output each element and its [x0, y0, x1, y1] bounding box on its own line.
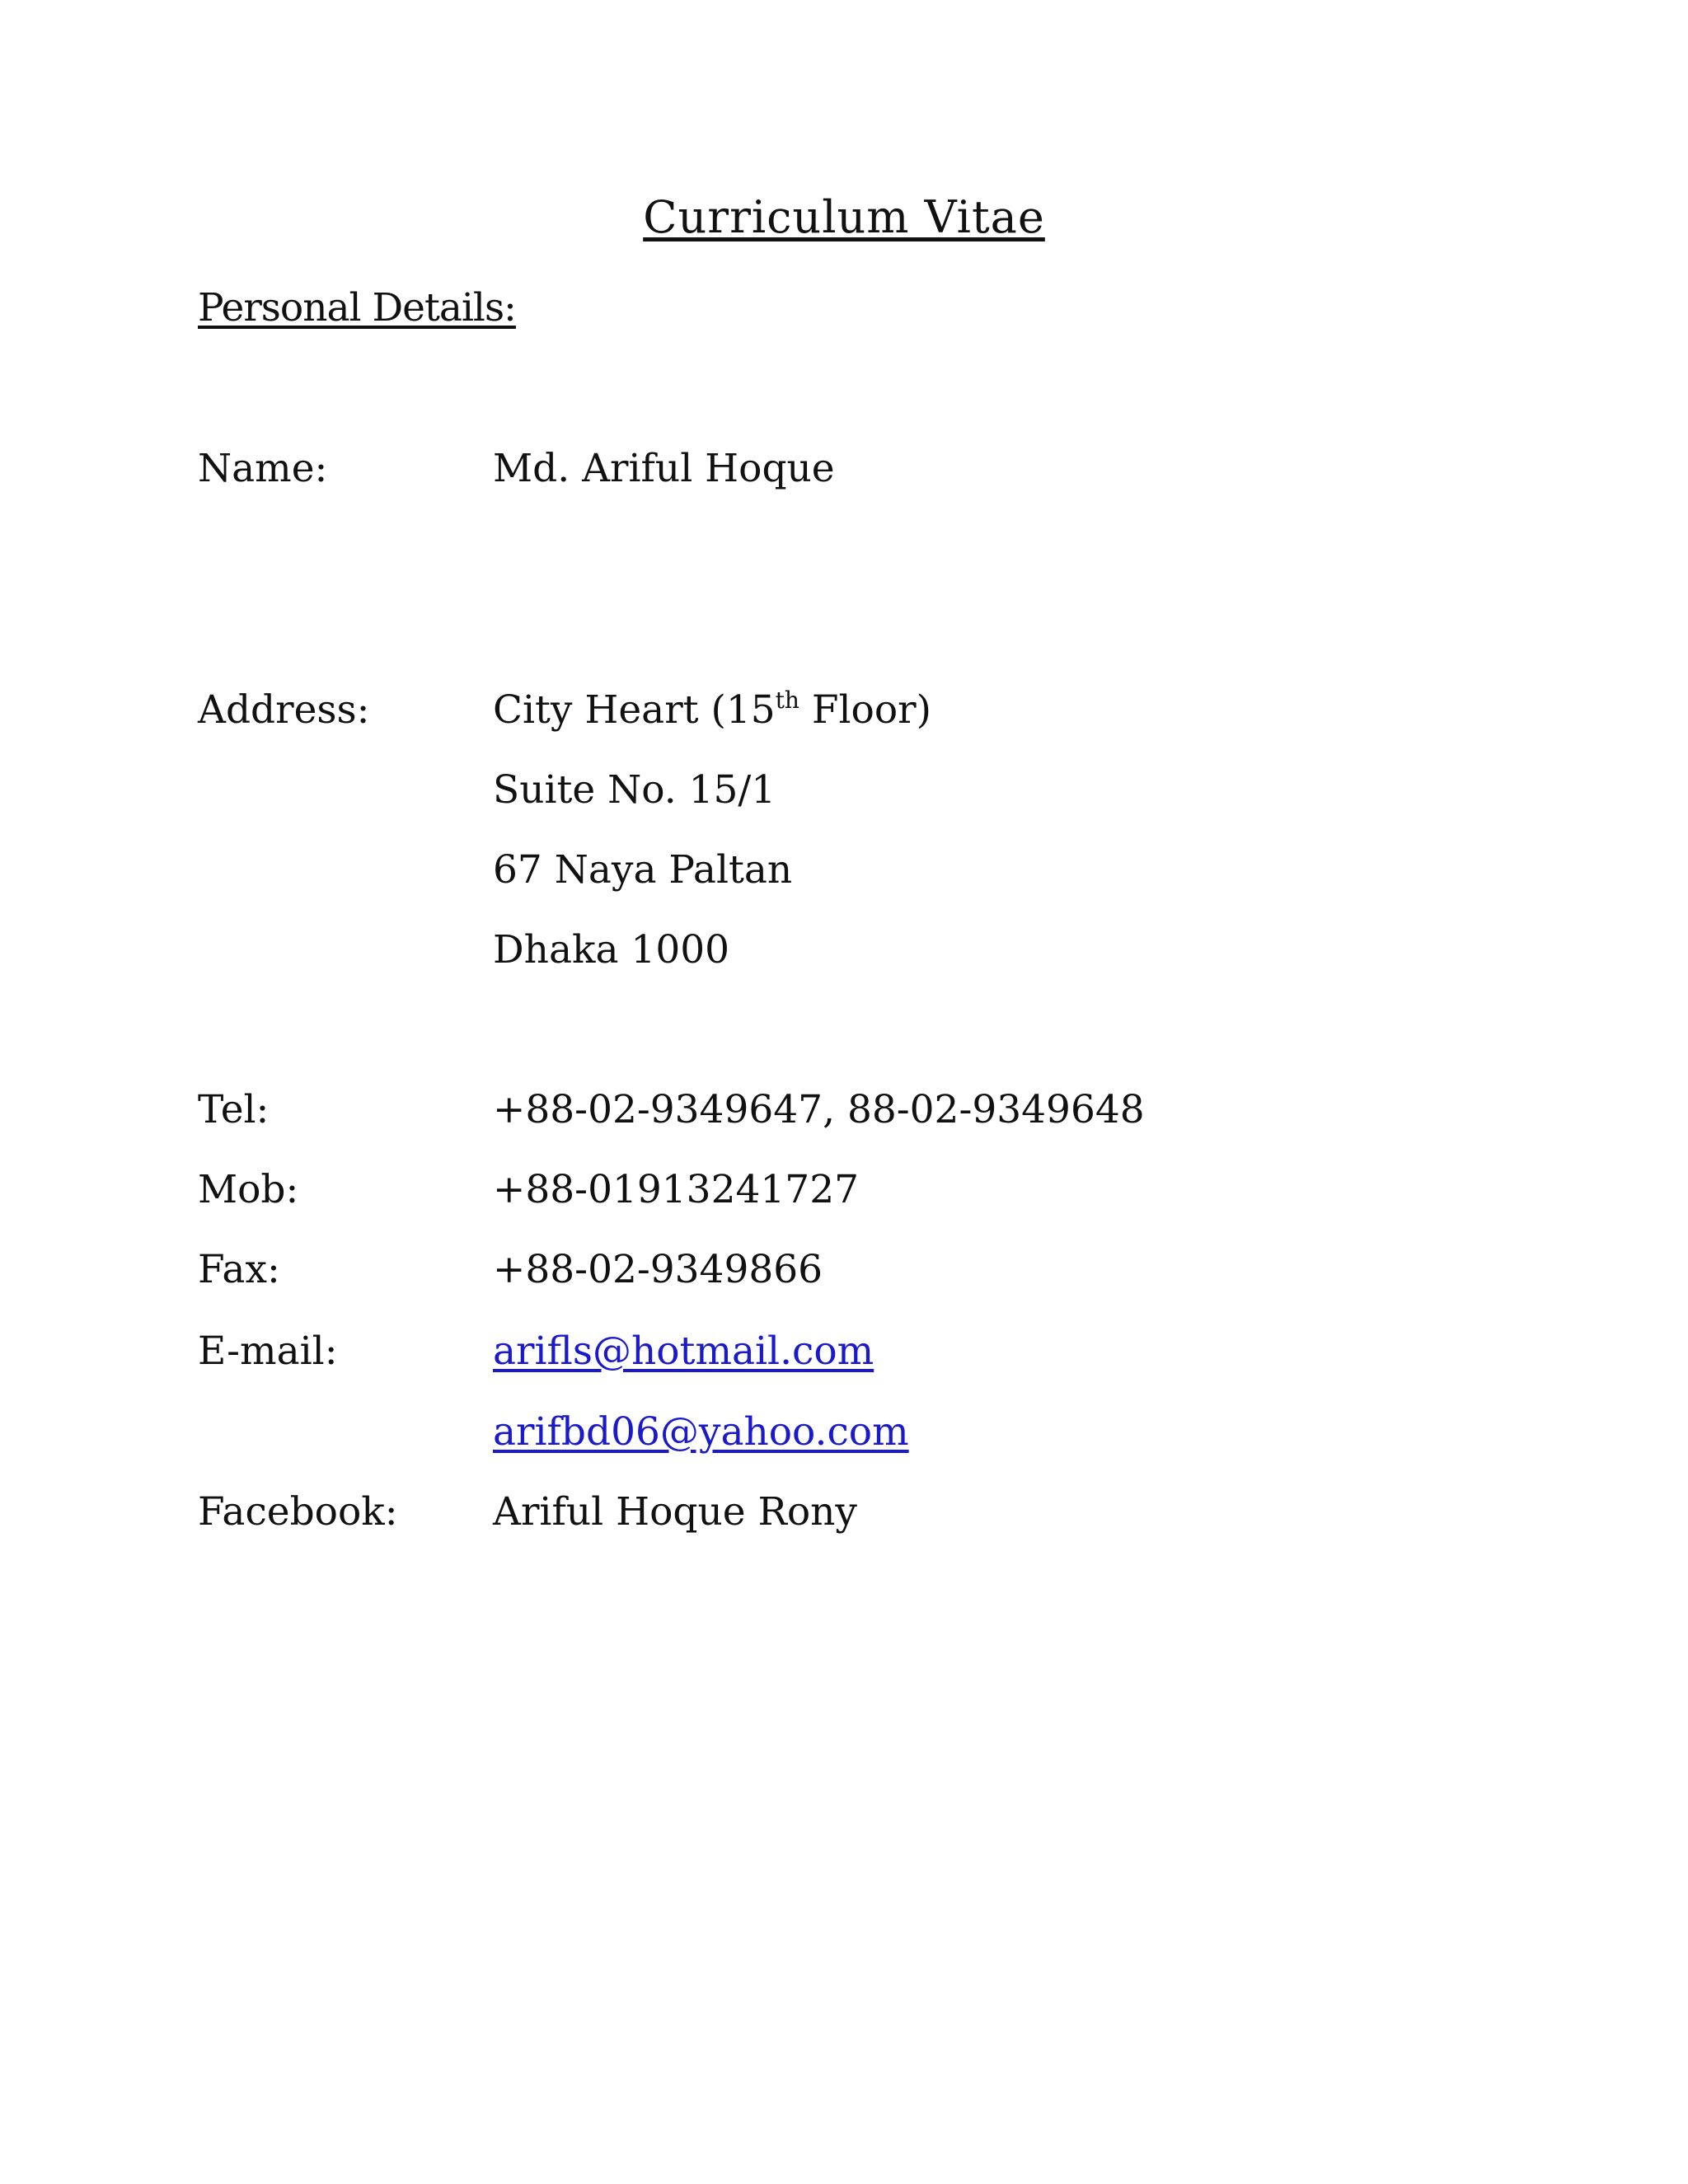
fax-value: +88-02-9349866	[493, 1247, 823, 1292]
mob-value: +88-01913241727	[493, 1167, 859, 1212]
email-label: E-mail:	[198, 1329, 338, 1374]
document-title: Curriculum Vitae	[643, 191, 1045, 243]
address-line-1	[493, 687, 931, 733]
address-label: Address:	[198, 687, 370, 733]
personal-details-heading: Personal Details:	[198, 285, 516, 330]
address-line-1-end: Floor)	[799, 687, 931, 733]
tel-value: +88-02-9349647, 88-02-9349648	[493, 1087, 1145, 1132]
email-link-primary[interactable]: arifls@hotmail.com	[493, 1329, 874, 1374]
mob-label: Mob:	[198, 1167, 299, 1212]
address-line-2: Suite No. 15/1	[493, 767, 776, 813]
name-value: Md. Ariful Hoque	[493, 446, 835, 491]
facebook-label: Facebook:	[198, 1489, 398, 1535]
address-line-1-superscript: th	[775, 687, 799, 714]
name-label: Name:	[198, 446, 328, 491]
tel-label: Tel:	[198, 1087, 270, 1132]
email-link-secondary[interactable]: arifbd06@yahoo.com	[493, 1409, 909, 1455]
address-line-1-main: City Heart (15	[493, 687, 776, 733]
address-line-4: Dhaka 1000	[493, 927, 730, 972]
facebook-value: Ariful Hoque Rony	[493, 1489, 857, 1535]
fax-label: Fax:	[198, 1247, 280, 1292]
address-line-3: 67 Naya Paltan	[493, 847, 793, 893]
